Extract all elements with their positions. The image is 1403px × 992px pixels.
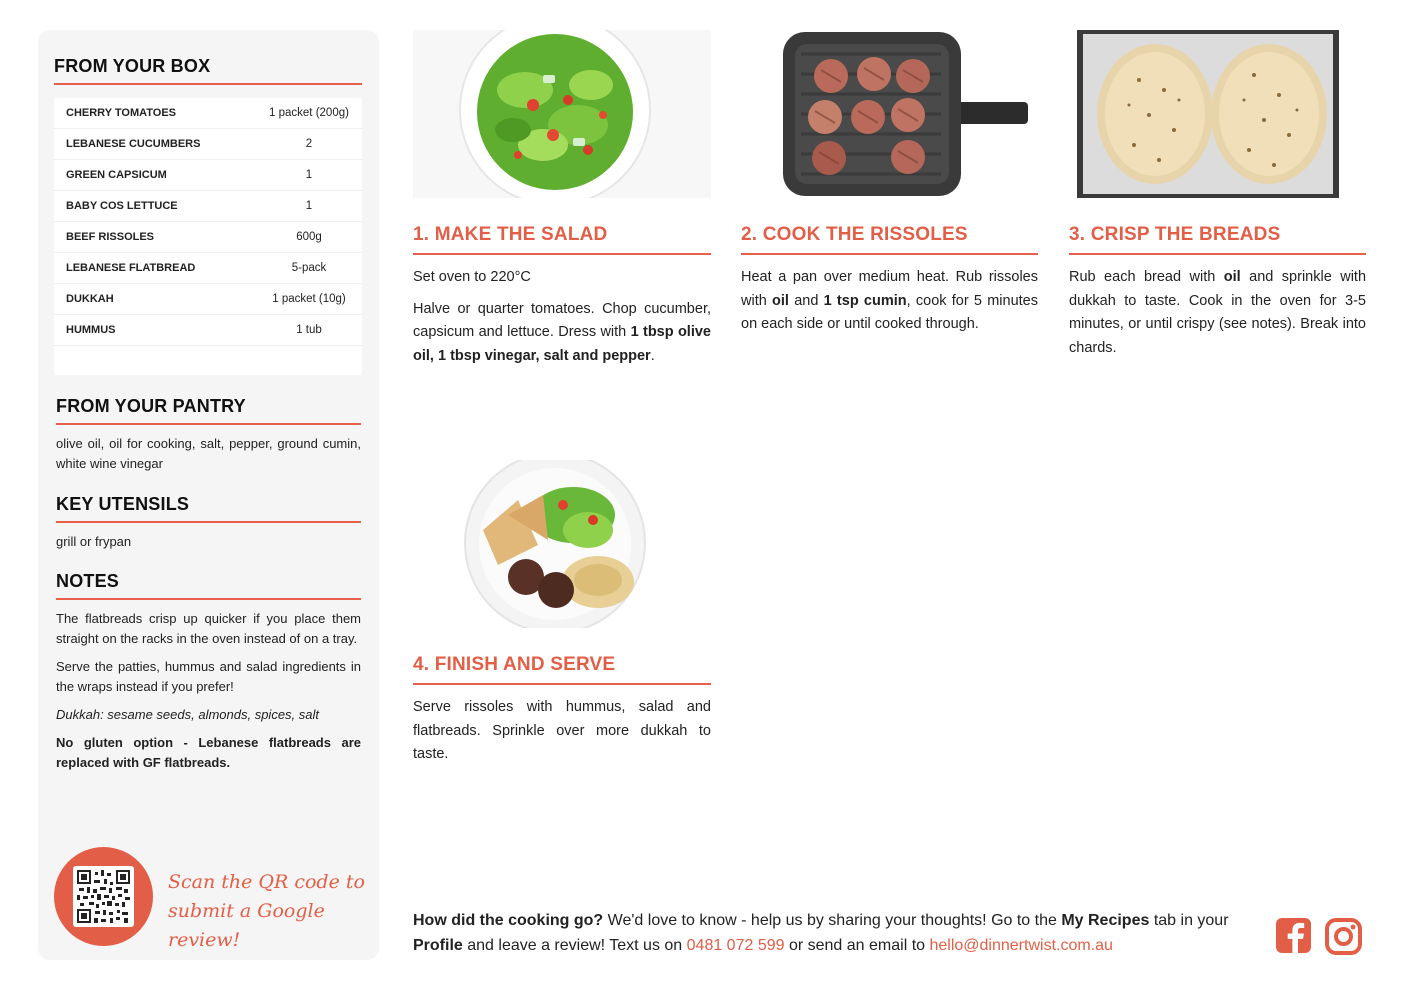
text-run-bold: 1 tbsp olive oil, 1 tbsp vinegar, salt and pepper (413, 324, 711, 364)
ingredient-qty: 2 (305, 138, 313, 150)
table-row (54, 284, 362, 315)
qr-badge[interactable] (54, 847, 153, 946)
feedback-footer (413, 908, 1263, 958)
qr-code-graphic (77, 870, 130, 923)
text-run: Halve or quarter tomatoes. Chop cucumber, capsicum and lettuce. Dress with (413, 300, 711, 340)
table-row (54, 253, 362, 284)
utensils-heading: KEY UTENSILS (56, 494, 190, 514)
footer-question: How did the cooking go? (413, 912, 604, 929)
table-row (54, 160, 362, 191)
utensils-text: grill or frypan (56, 533, 132, 549)
notes-section (56, 571, 361, 773)
step-1-divider (413, 253, 711, 255)
note-text: No gluten option - Lebanese flatbreads are replaced with GF flatbreads. (56, 734, 361, 770)
text-run: , cook for 5 minutes on each side or until cooked through. (741, 292, 1038, 332)
from-your-pantry-section (56, 396, 361, 474)
heading-divider (54, 83, 362, 85)
profile-label: Profile (413, 937, 463, 954)
text-run: and sprinkle with dukkah to taste. Cook in the oven for 3-5 minutes, or until crispy (see notes). Break into chards. (1069, 269, 1367, 356)
text-run-bold: oil (772, 292, 789, 309)
ingredient-qty: 600g (296, 231, 322, 243)
text-run: tab in your (1149, 912, 1229, 929)
instagram-icon[interactable] (1325, 918, 1362, 955)
step-4-title: 4. FINISH AND SERVE (413, 654, 616, 675)
step-3-body (1069, 266, 1366, 360)
text-run: We'd love to know - help us by sharing your thoughts! Go to the (603, 912, 1062, 929)
ingredient-name: LEBANESE CUCUMBERS (66, 138, 201, 150)
heading-divider (56, 423, 361, 425)
facebook-icon[interactable] (1276, 918, 1313, 955)
qr-callout-line: Scan the QR code to (168, 871, 365, 893)
salad-photo (413, 30, 711, 198)
table-row (54, 222, 362, 253)
phone-link[interactable]: 0481 072 599 (686, 937, 785, 954)
from-your-box-heading: FROM YOUR BOX (54, 56, 211, 76)
ingredient-qty: 1 (305, 200, 313, 212)
qr-callout (168, 868, 379, 955)
text-run: and (788, 292, 824, 309)
plated-dish-photo (413, 460, 711, 628)
step-1-body (413, 266, 711, 368)
text-run: and leave a review! Text us on (462, 937, 687, 954)
note-text: The flatbreads crisp up quicker if you place them straight on the racks in the oven instead of on a tray. (56, 610, 361, 646)
table-row (54, 315, 362, 346)
text-run: . (650, 347, 655, 364)
ingredient-name: BEEF RISSOLES (66, 231, 155, 243)
note-text: Dukkah: sesame seeds, almonds, spices, salt (56, 706, 320, 722)
from-your-box-section (54, 56, 362, 85)
heading-divider (56, 598, 361, 600)
step-3-text (1069, 266, 1366, 360)
step-4-body (413, 696, 711, 767)
ingredient-qty: 1 packet (200g) (269, 107, 349, 119)
ingredient-qty: 5-pack (291, 262, 327, 274)
text-run: Heat a pan over medium heat. Rub rissoles with (741, 269, 1038, 309)
qr-callout-line: submit a Google review! (168, 900, 325, 951)
step-1-title: 1. MAKE THE SALAD (413, 224, 608, 245)
step-2-text (741, 266, 1038, 337)
note-text: Serve the patties, hummus and salad ingredients in the wraps instead if you prefer! (56, 658, 361, 694)
ingredient-name: LEBANESE FLATBREAD (66, 262, 196, 274)
ingredient-name: BABY COS LETTUCE (66, 200, 178, 212)
table-row (54, 129, 362, 160)
key-utensils-section (56, 494, 361, 552)
ingredient-name: CHERRY TOMATOES (66, 107, 177, 119)
step-2-divider (741, 253, 1038, 255)
notes-heading: NOTES (56, 571, 120, 591)
step-4-text: Serve rissoles with hummus, salad and flatbreads. Sprinkle over more dukkah to taste. (413, 699, 711, 762)
pantry-text: olive oil, oil for cooking, salt, pepper, ground cumin, white wine vinegar (56, 435, 361, 471)
text-run-bold: 1 tsp cumin (823, 292, 907, 309)
qr-code-icon[interactable] (73, 866, 134, 927)
ingredient-qty: 1 (305, 169, 313, 181)
sidebar-panel (38, 30, 379, 960)
ingredients-table (54, 98, 362, 375)
my-recipes-label: My Recipes (1061, 912, 1150, 929)
table-row (54, 98, 362, 129)
step-4-divider (413, 683, 711, 685)
text-run-bold: oil (1223, 269, 1241, 285)
table-row (54, 191, 362, 222)
text-run: or send an email to (784, 937, 930, 954)
step-2-title: 2. COOK THE RISSOLES (741, 224, 968, 245)
step-2-body (741, 266, 1038, 337)
step-3-divider (1069, 253, 1366, 255)
ingredient-qty: 1 packet (10g) (272, 293, 346, 305)
email-link[interactable]: hello@dinnertwist.com.au (929, 937, 1113, 954)
step-1-text: Set oven to 220°C (413, 269, 531, 285)
step-1-text (413, 298, 711, 369)
flatbread-tray-photo (1069, 30, 1366, 198)
step-3-title: 3. CRISP THE BREADS (1069, 224, 1281, 245)
grill-pan-photo (741, 30, 1038, 198)
heading-divider (56, 521, 361, 523)
ingredient-name: GREEN CAPSICUM (66, 169, 167, 181)
pantry-heading: FROM YOUR PANTRY (56, 396, 246, 416)
ingredient-name: HUMMUS (66, 324, 116, 336)
ingredient-qty: 1 tub (296, 324, 322, 336)
ingredient-name: DUKKAH (66, 293, 114, 305)
text-run: Rub each bread with (1069, 269, 1224, 285)
